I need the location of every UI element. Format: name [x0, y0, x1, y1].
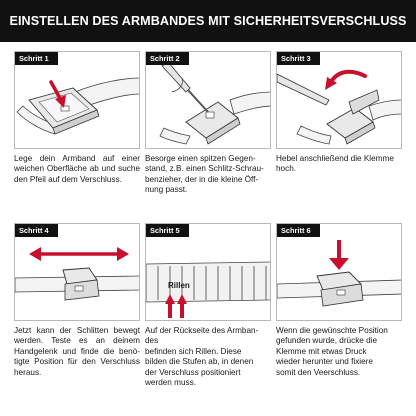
step-1-illustration [14, 51, 140, 149]
page-title: EINSTELLEN DES ARMBANDES MIT SICHERHEITSVERSCHLUSS [9, 14, 407, 28]
title-bar [0, 0, 416, 42]
step-6-label: Schritt 6 [277, 224, 320, 237]
step-1-label: Schritt 1 [15, 52, 58, 65]
move-slider-illustration [15, 224, 140, 321]
step-3-illustration [276, 51, 402, 149]
step-3 [276, 51, 402, 175]
step-4-description: Jetzt kann der Schlitten bewegt werden. Teste es an deinem Handgelenk und finde die benö-tigte Position für den Verschluss heraus. [14, 326, 140, 377]
clasp-with-arrow-illustration [15, 52, 140, 149]
step-4-illustration [14, 223, 140, 321]
lift-clamp-illustration [277, 52, 402, 149]
curved-arrow-icon [325, 72, 365, 90]
step-4-label: Schritt 4 [15, 224, 58, 237]
double-arrow-icon [29, 247, 129, 261]
step-5-label: Schritt 5 [146, 224, 189, 237]
step-5-illustration [145, 223, 271, 321]
step-4 [14, 223, 140, 378]
step-2-label: Schritt 2 [146, 52, 189, 65]
rillen-label: Rillen [168, 281, 190, 290]
step-6-illustration [276, 223, 402, 321]
step-1-description: Lege dein Armband auf einer weichen Oberfläche ab und suche den Pfeil auf dem Verschluss. [14, 154, 140, 184]
press-clamp-illustration [277, 224, 402, 321]
step-6-description: Wenn die gewünschte Position gefunden wurde, drücke die Klemme mit etwas Druck wieder herunter und fixiere somit den Veerschluss. [276, 326, 388, 377]
screwdriver-icon [162, 62, 208, 112]
grooves-illustration [146, 224, 271, 321]
step-5-description: Auf der Rückseite des Armban- des befinden sich Rillen. Diese bilden die Stufen ab, in denen der Verschluss positioniert werden muss. [145, 326, 259, 388]
step-2 [145, 51, 271, 196]
step-5 [145, 223, 271, 388]
step-2-illustration [145, 51, 271, 149]
step-6 [276, 223, 402, 378]
step-3-description: Hebel anschließend die Klemme hoch. [276, 154, 394, 174]
step-2-description: Besorge einen spitzen Gegen- stand, z.B. einen Schlitz-Schrau- benzieher, der in die kleine Öff- nung passt. [145, 154, 264, 195]
red-arrow-icon [329, 240, 349, 270]
screwdriver-illustration [146, 52, 271, 149]
step-3-label: Schritt 3 [277, 52, 320, 65]
step-1 [14, 51, 140, 185]
